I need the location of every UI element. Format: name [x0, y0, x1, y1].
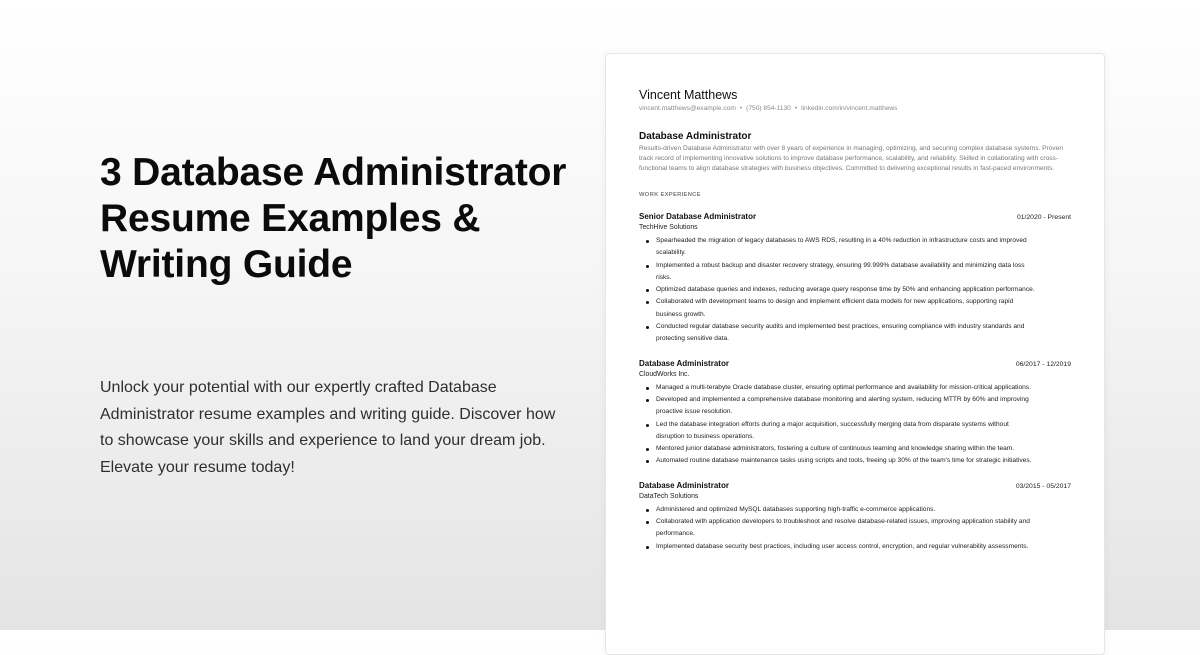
contact-linkedin: linkedin.com/in/vincent.matthews — [801, 105, 898, 112]
job-company: DataTech Solutions — [639, 492, 699, 500]
job-entry — [639, 358, 1071, 468]
hero-section — [100, 150, 570, 288]
job-bullet: Mentored junior database administrators, fostering a culture of continuous learning and knowledge sharing within the team. — [656, 443, 1038, 455]
job-bullets — [639, 504, 1071, 553]
resume-title: Database Administrator — [639, 131, 752, 142]
job-header — [639, 358, 1071, 370]
contact-phone: (750) 854-1130 — [746, 105, 791, 112]
job-bullets — [639, 382, 1071, 468]
job-bullet: Managed a multi-terabyte Oracle database cluster, ensuring optimal performance and availability for mission-critical applications. — [656, 382, 1038, 394]
job-bullet: Collaborated with development teams to design and implement efficient data models for new applications, supporting rapid business growth. — [656, 296, 1038, 321]
work-experience-list — [639, 211, 1071, 553]
job-title: Database Administrator — [639, 480, 729, 490]
job-title: Senior Database Administrator — [639, 212, 757, 221]
job-dates: 01/2020 - Present — [1016, 214, 1071, 221]
contact-email: vincent.matthews@example.com — [639, 105, 736, 112]
job-header — [639, 211, 1071, 223]
page-title: 3 Database Administrator Resume Examples & Writing Guide — [100, 151, 567, 286]
job-bullet: Developed and implemented a comprehensive database monitoring and alerting system, reducing MTTR by 60% and improving proactive issue resolution. — [656, 394, 1038, 419]
job-bullet: Optimized database queries and indexes, reducing average query response time by 50% and enhancing application performance. — [656, 284, 1038, 296]
contact-separator: • — [794, 105, 798, 112]
resume-summary: Results-driven Database Administrator with over 8 years of experience in managing, optimizing, and securing complex database systems. Proven track record of implementing innovative solutions to improve database performance, scalability, and reliability. Skilled in collaborating with cross-functional teams to align database strategies with business objectives. Committed to delivering exceptional results in fast-paced environments. — [639, 145, 1064, 172]
job-bullets — [639, 235, 1071, 346]
job-entry — [639, 480, 1071, 553]
job-bullet: Led the database integration efforts during a major acquisition, successfully merging data from disparate systems without disruption to business operations. — [656, 419, 1038, 444]
contact-separator: • — [739, 105, 743, 112]
resume-preview — [605, 53, 1105, 655]
job-bullet: Conducted regular database security audits and implemented best practices, ensuring compliance with industry standards and protecting sensitive data. — [656, 321, 1038, 346]
contact-line — [639, 104, 1071, 113]
job-title: Database Administrator — [639, 358, 729, 368]
job-company: TechHive Solutions — [639, 224, 698, 231]
job-dates: 03/2015 - 05/2017 — [1015, 482, 1071, 490]
job-bullet: Automated routine database maintenance tasks using scripts and tools, freeing up 30% of the team's time for strategic initiatives. — [656, 455, 1038, 467]
intro-text: Unlock your potential with our expertly crafted Database Administrator resume examples and writing guide. Discover how to showcase your skills and experience to land your dream job. Elevate your resume today! — [100, 379, 556, 476]
candidate-name: Vincent Matthews — [639, 88, 738, 102]
job-company: CloudWorks Inc. — [639, 370, 690, 378]
job-bullet: Spearheaded the migration of legacy databases to AWS RDS, resulting in a 40% reduction in infrastructure costs and improved scalability. — [656, 235, 1038, 260]
work-experience-heading: WORK EXPERIENCE — [639, 192, 701, 198]
job-bullet: Implemented a robust backup and disaster recovery strategy, ensuring 99.999% database availability and minimizing data loss risks. — [656, 260, 1038, 285]
job-entry — [639, 211, 1071, 346]
job-bullet: Administered and optimized MySQL databases supporting high-traffic e-commerce applications. — [656, 504, 1038, 516]
job-dates: 06/2017 - 12/2019 — [1015, 360, 1071, 368]
job-bullet: Implemented database security best practices, including user access control, encryption, and regular vulnerability assessments. — [656, 541, 1038, 553]
job-header — [639, 480, 1071, 492]
job-bullet: Collaborated with application developers to troubleshoot and resolve database-related issues, improving application stability and performance. — [656, 516, 1038, 541]
resume-content — [639, 88, 1071, 553]
